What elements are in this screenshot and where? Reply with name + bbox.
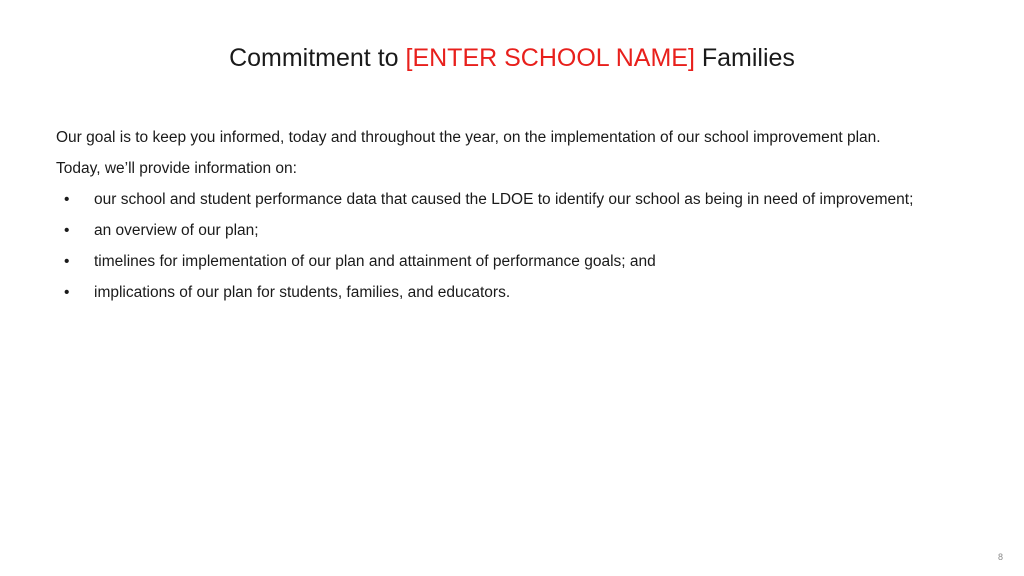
bullet-text: our school and student performance data that caused the LDOE to identify our school as being in need of improvement; xyxy=(94,191,914,208)
list-item xyxy=(56,220,936,241)
goal-paragraph: Our goal is to keep you informed, today and throughout the year, on the implementation of our school improvement plan. xyxy=(56,129,881,146)
bullet-icon: • xyxy=(64,284,70,301)
bullet-text: implications of our plan for students, families, and educators. xyxy=(94,284,511,301)
bullet-icon: • xyxy=(64,253,70,270)
bullet-text: an overview of our plan; xyxy=(94,222,259,239)
bullet-text: timelines for implementation of our plan and attainment of performance goals; and xyxy=(94,253,656,270)
title-prefix: Commitment to xyxy=(229,44,406,72)
slide-body xyxy=(56,127,936,313)
list-item xyxy=(56,189,936,210)
list-item xyxy=(56,282,936,303)
bullet-list xyxy=(56,189,936,303)
slide-title xyxy=(0,40,1024,76)
bullet-icon: • xyxy=(64,222,70,239)
page-number: 8 xyxy=(997,552,1003,562)
list-item xyxy=(56,251,936,272)
school-name-placeholder: [ENTER SCHOOL NAME] xyxy=(405,44,695,72)
bullet-icon: • xyxy=(64,191,70,208)
title-suffix: Families xyxy=(694,44,795,72)
intro-paragraph: Today, we’ll provide information on: xyxy=(56,160,297,177)
